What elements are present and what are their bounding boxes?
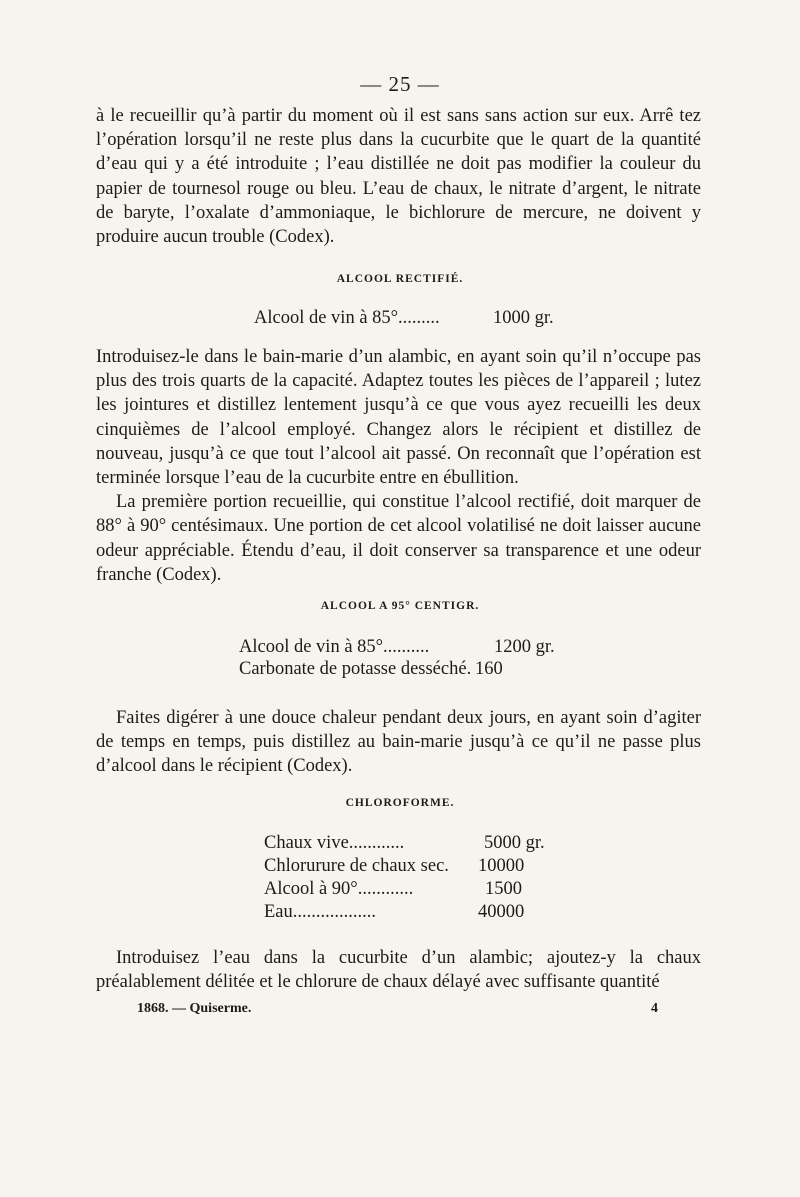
recipe-2-ingredient-1: Alcool de vin à 85°.......... — [239, 637, 430, 657]
heading-alcool-rectifie: ALCOOL RECTIFIÉ. — [336, 273, 464, 285]
recipe-3-quantity-3: 1500 — [485, 879, 522, 899]
signature-mark: 1868. — Quiserme. — [137, 1001, 252, 1016]
recipe-2-ingredient-2: Carbonate de potasse desséché. — [239, 659, 472, 679]
paragraph-2: Introduisez-le dans le bain-marie d’un alambic, en ayant soin qu’il n’occupe pas plus des trois quarts de la capacité. Adaptez toutes les pièces de l’appareil ; lutez les jointures et distillez lentement jusqu’à ce que vous ayez recueilli les deux cinquièmes de l’alcool employé. Changez alors le récipient et distillez de nouveau, jusqu’à ce que tout l’alcool ait passé. On reconnaît que l’opération est terminée lorsque l’eau de la cucurbite entre en ébullition. — [96, 347, 701, 489]
recipe-1-quantity: 1000 gr. — [493, 308, 554, 328]
paragraph-5: Introduisez l’eau dans la cucurbite d’un alambic; ajoutez-y la chaux préalablement délitée et le chlorure de chaux délayé avec suffisante quantité — [96, 948, 701, 993]
recipe-3-quantity-4: 40000 — [478, 902, 525, 922]
recipe-2-quantity-1: 1200 gr. — [494, 637, 555, 657]
recipe-3-quantity-2: 10000 — [478, 856, 525, 876]
recipe-1-ingredient: Alcool de vin à 85°......... — [254, 308, 440, 328]
recipe-3-ingredient-4: Eau.................. — [264, 902, 377, 922]
recipe-3-ingredient-3: Alcool à 90°............ — [264, 879, 414, 899]
heading-chloroforme: CHLOROFORME. — [345, 797, 455, 809]
paragraph-3: La première portion recueillie, qui constitue l’alcool rectifié, doit marquer de 88° à 90° centésimaux. Une portion de cet alcool volatilisé ne doit laisser aucune odeur appréciable. Étendu d’eau, il doit conserver sa transparence et une odeur franche (Codex). — [96, 492, 701, 585]
page-number: — 25 — — [360, 72, 440, 96]
paragraph-5-block — [96, 946, 701, 994]
recipe-3-ingredient-1: Chaux vive............ — [264, 833, 405, 853]
recipe-3-ingredient-2: Chlorurure de chaux sec. — [264, 856, 449, 876]
recipe-2-quantity-2: 160 — [475, 659, 503, 679]
recipe-3-quantity-1: 5000 gr. — [484, 833, 545, 853]
paragraph-1-block — [96, 104, 701, 249]
paragraph-4: Faites digérer à une douce chaleur pendant deux jours, en ayant soin d’agiter de temps en temps, puis distillez au bain-marie jusqu’à ce qu’il ne passe plus d’alcool dans le récipient (Codex). — [96, 708, 701, 777]
heading-alcool-95: ALCOOL A 95° CENTIGR. — [320, 600, 480, 612]
paragraph-1: à le recueillir qu’à partir du moment où il est sans sans action sur eux. Arrê tez l’opération lorsqu’il ne reste plus dans la cucurbite que le quart de la quantité d’eau qui y a été introduite ; l’eau distillée ne doit pas modifier la couleur du papier de tournesol rouge ou bleu. L’eau de chaux, le nitrate d’argent, le nitrate de baryte, l’oxalate d’ammoniaque, le bichlorure de mercure, ne doivent y produire aucun trouble (Codex). — [96, 106, 701, 248]
signature-number: 4 — [651, 1001, 658, 1016]
paragraph-4-block — [96, 706, 701, 779]
paragraph-2-block — [96, 345, 701, 587]
